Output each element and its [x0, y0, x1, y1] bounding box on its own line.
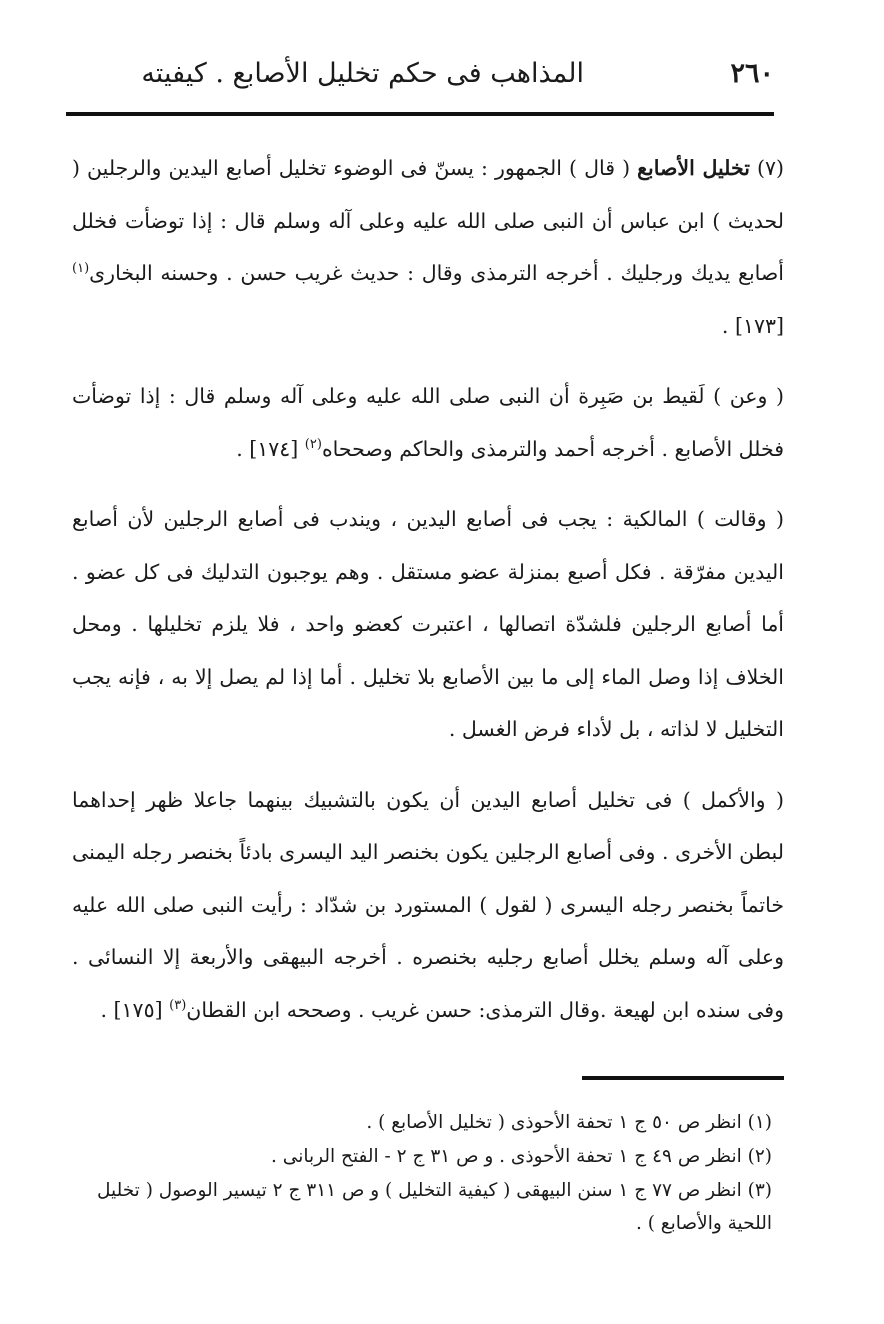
paragraph-text: ( وقالت ) المالكية : يجب فى أصابع اليدين ، ويندب فى أصابع الرجلين لأن أصابع اليدين مفرّقة . فكل أصبع بمنزلة عضو مستقل . وهم يوجبون التدليك فى كل عضو . أما أصابع الرجلين فلشدّة اتصالها ، اعتبرت كعضو واحد ، فلا يلزم تخليلها . ومحل الخلاف إذا وصل الماء إلى ما بين الأصابع بلا تخليل . أما إذا لم يصل إلا به ، فإنه يجب التخليل لا لذاته ، بل لأداء فرض الغسل .: [72, 507, 784, 741]
main-text: [72, 142, 784, 1036]
paragraph-laqit: [72, 370, 784, 475]
footnote-marker: (٣): [169, 997, 187, 1013]
footnote-marker: (١): [72, 261, 90, 277]
paragraph-text: ( والأكمل ) فى تخليل أصابع اليدين أن يكون بالتشبيك بينهما جاعلا ظهر إحداهما لبطن الأخرى . وفى أصابع الرجلين يكون بخنصر اليد اليسرى بادئاً بخنصر رجله اليمنى خاتماً بخنصر رجله اليسرى ( لقول ) المستورد بن شدّاد : رأيت النبى صلى الله عليه وعلى آله وسلم يخلل أصابع رجليه بخنصره . أخرجه البيهقى والأربعة إلا النسائى . وفى سنده ابن لهيعة .وقال الترمذى: حسن غريب . وصححه ابن القطان: [72, 787, 784, 1022]
paragraph-akmal: [72, 774, 784, 1037]
paragraph-malikiyya: [72, 493, 784, 756]
section-keyword: تخليل الأصابع: [637, 156, 750, 180]
footnotes: [72, 1106, 772, 1240]
hadith-number: [١٧٤] .: [236, 436, 299, 461]
paragraph-takhlil: [72, 142, 784, 352]
footnote-3: (٣) انظر ص ٧٧ ج ١ سنن البيهقى ( كيفية التخليل ) و ص ٣١١ ج ٢ تيسير الوصول ( تخليل اللحية والأصابع ) .: [97, 1180, 772, 1234]
paragraph-text: ( وعن ) لَقيط بن صَبِرة أن النبى صلى الله عليه وعلى آله وسلم قال : إذا توضأت فخلل الأصابع . أخرجه أحمد والترمذى والحاكم وصححاه: [72, 384, 784, 461]
hadith-number: [١٧٥] .: [100, 997, 163, 1022]
paragraph-text: ( قال ) الجمهور : يسنّ فى الوضوء تخليل أصابع اليدين والرجلين ( لحديث ) ابن عباس أن النبى صلى الله عليه وعلى آله وسلم قال : إذا توضأت فخلل أصابع يديك ورجليك . أخرجه الترمذى وقال : حديث غريب حسن . وحسنه البخارى: [72, 156, 784, 285]
running-title: المذاهب فى حكم تخليل الأصابع . كيفيته: [141, 58, 584, 89]
footnote-1: (١) انظر ص ٥٠ ج ١ تحفة الأحوذى ( تخليل الأصابع ) .: [366, 1112, 772, 1133]
page-number: ٢٦٠: [730, 58, 774, 89]
footnote-2: (٢) انظر ص ٤٩ ج ١ تحفة الأحوذى . و ص ٣١ ج ٢ - الفتح الربانى .: [271, 1146, 772, 1167]
header-rule: [66, 112, 774, 116]
footnote-marker: (٢): [304, 436, 322, 452]
running-header: [66, 50, 774, 112]
hadith-number: [١٧٣] .: [721, 313, 784, 338]
section-number: (٧): [756, 156, 784, 180]
footnote-rule: [582, 1076, 784, 1080]
